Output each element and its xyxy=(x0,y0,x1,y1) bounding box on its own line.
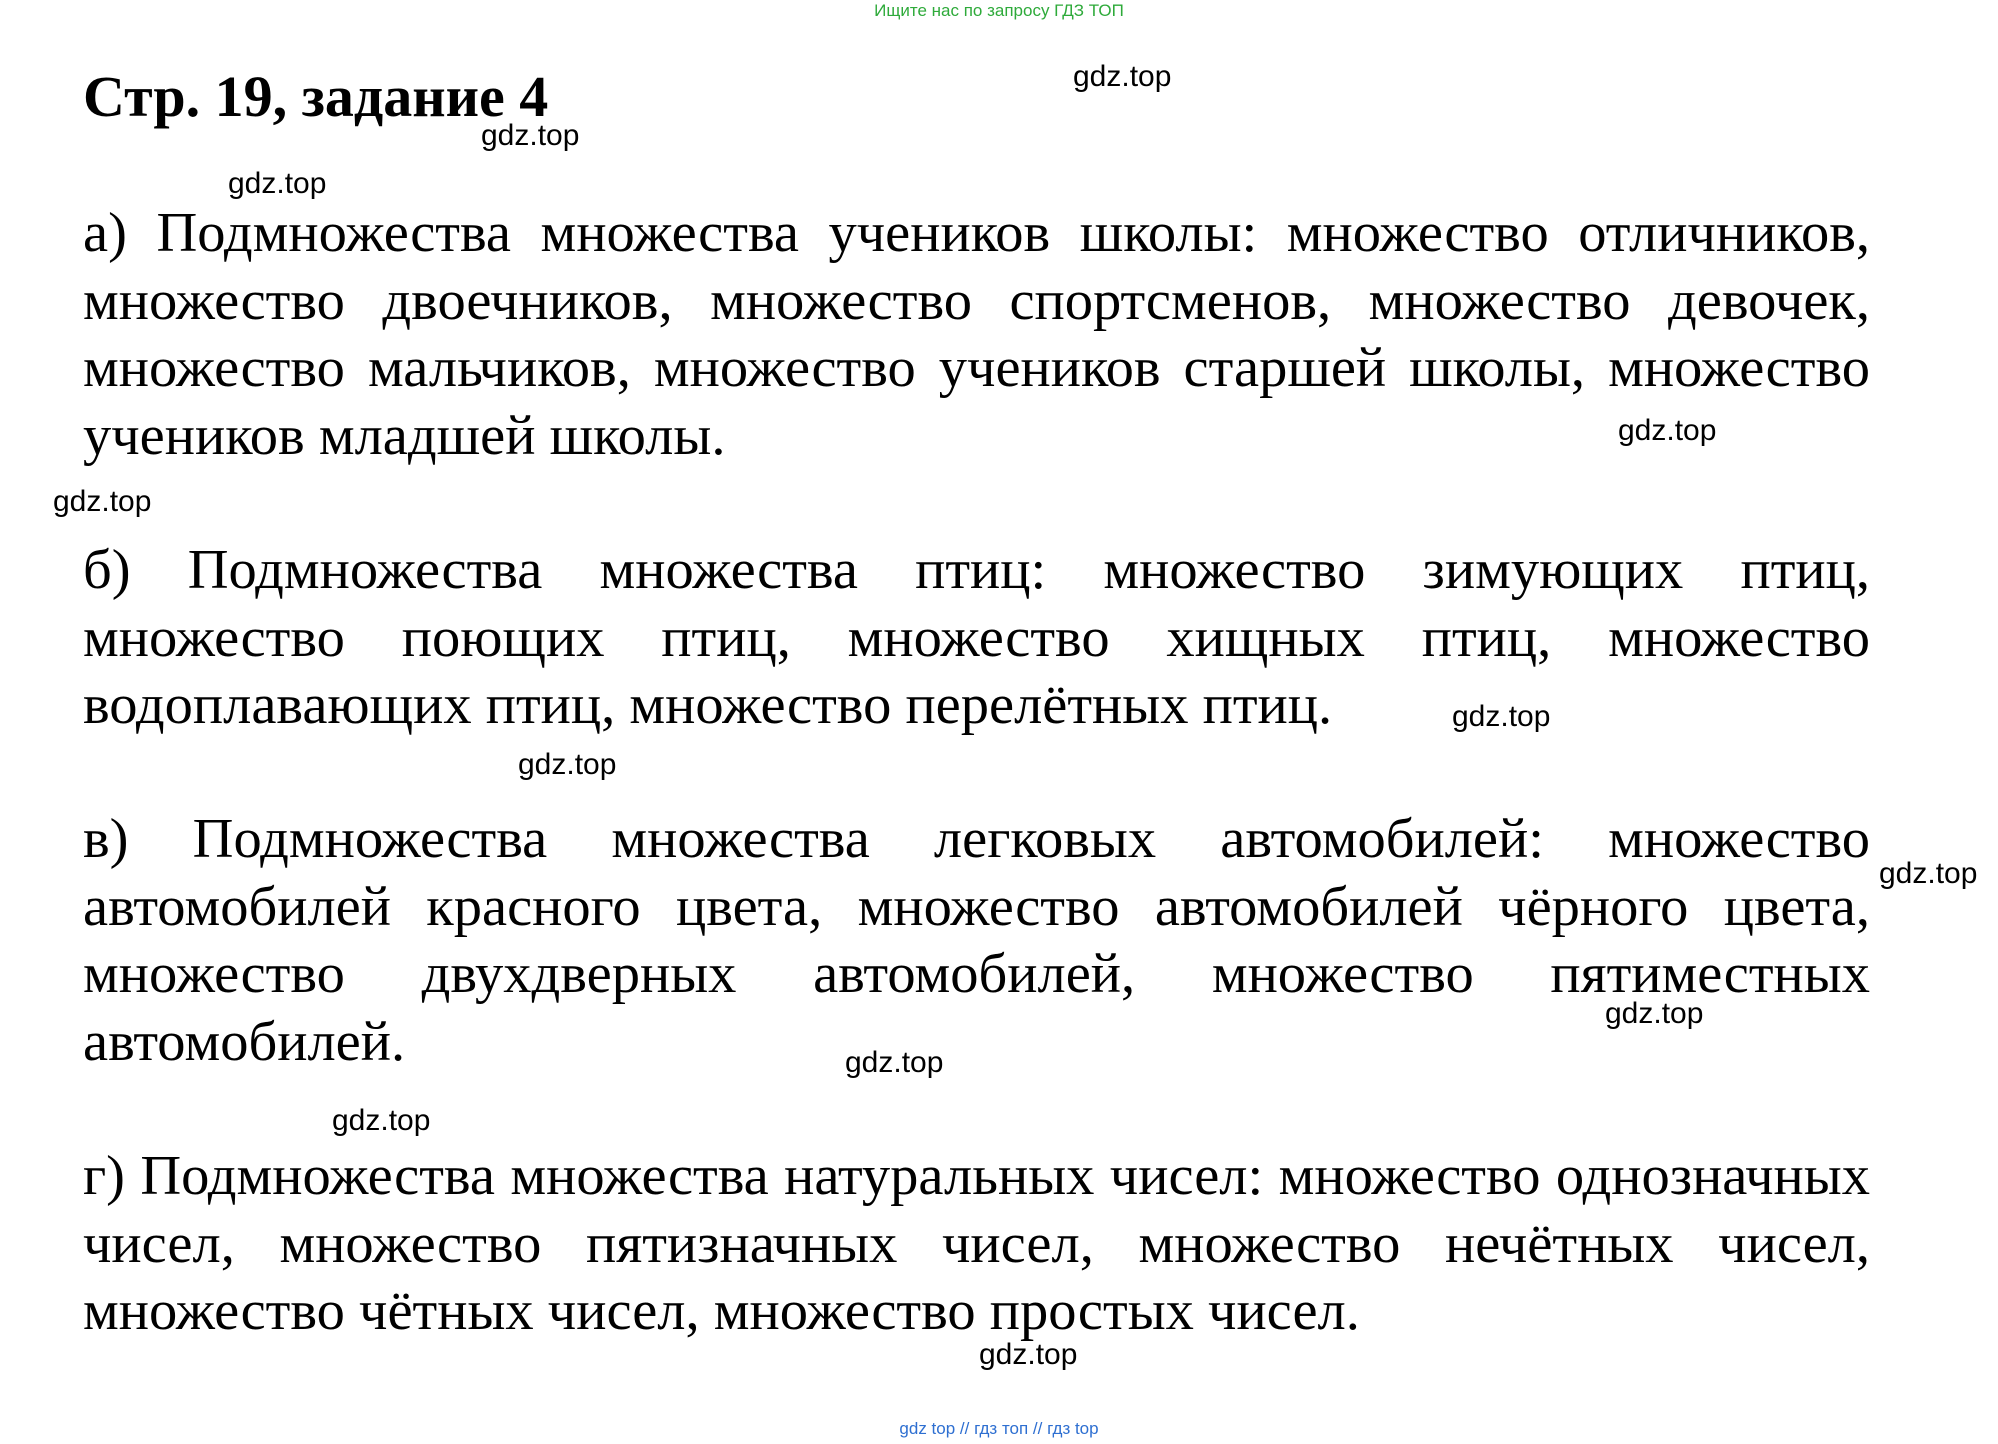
watermark: gdz.top xyxy=(1879,857,1978,890)
watermark: gdz.top xyxy=(979,1338,1078,1371)
watermark: gdz.top xyxy=(481,119,580,152)
watermark: gdz.top xyxy=(845,1046,944,1079)
watermark: gdz.top xyxy=(1073,60,1172,93)
answer-paragraph-c: в) Подмножества множества легковых автомобилей: множество автомобилей красного цвета, множество автомобилей чёрного цвета, множество двухдверных автомобилей, множество пятиместных автомобилей. xyxy=(83,808,1870,1073)
watermark: gdz.top xyxy=(53,485,152,518)
top-banner: Ищите нас по запросу ГДЗ ТОП xyxy=(874,1,1124,20)
watermark: gdz.top xyxy=(228,167,327,200)
watermark: gdz.top xyxy=(332,1104,431,1137)
answer-paragraph-b: б) Подмножества множества птиц: множество зимующих птиц, множество поющих птиц, множество хищных птиц, множество водоплавающих птиц, множество перелётных птиц. xyxy=(83,539,1870,736)
page-title: Стр. 19, задание 4 xyxy=(83,64,549,129)
answer-paragraph-d: г) Подмножества множества натуральных чисел: множество однозначных чисел, множество пятизначных чисел, множество нечётных чисел, множество чётных чисел, множество простых чисел. xyxy=(83,1145,1870,1342)
answer-paragraph-a: а) Подмножества множества учеников школы: множество отличников, множество двоечников, множество спортсменов, множество девочек, множество мальчиков, множество учеников старшей школы, множество учеников младшей школы. xyxy=(83,202,1870,467)
footer-links: gdz top // гдз топ // гдз top xyxy=(899,1419,1099,1438)
watermark: gdz.top xyxy=(518,748,617,781)
watermark: gdz.top xyxy=(1605,997,1704,1030)
watermark: gdz.top xyxy=(1618,414,1717,447)
watermark: gdz.top xyxy=(1452,700,1551,733)
